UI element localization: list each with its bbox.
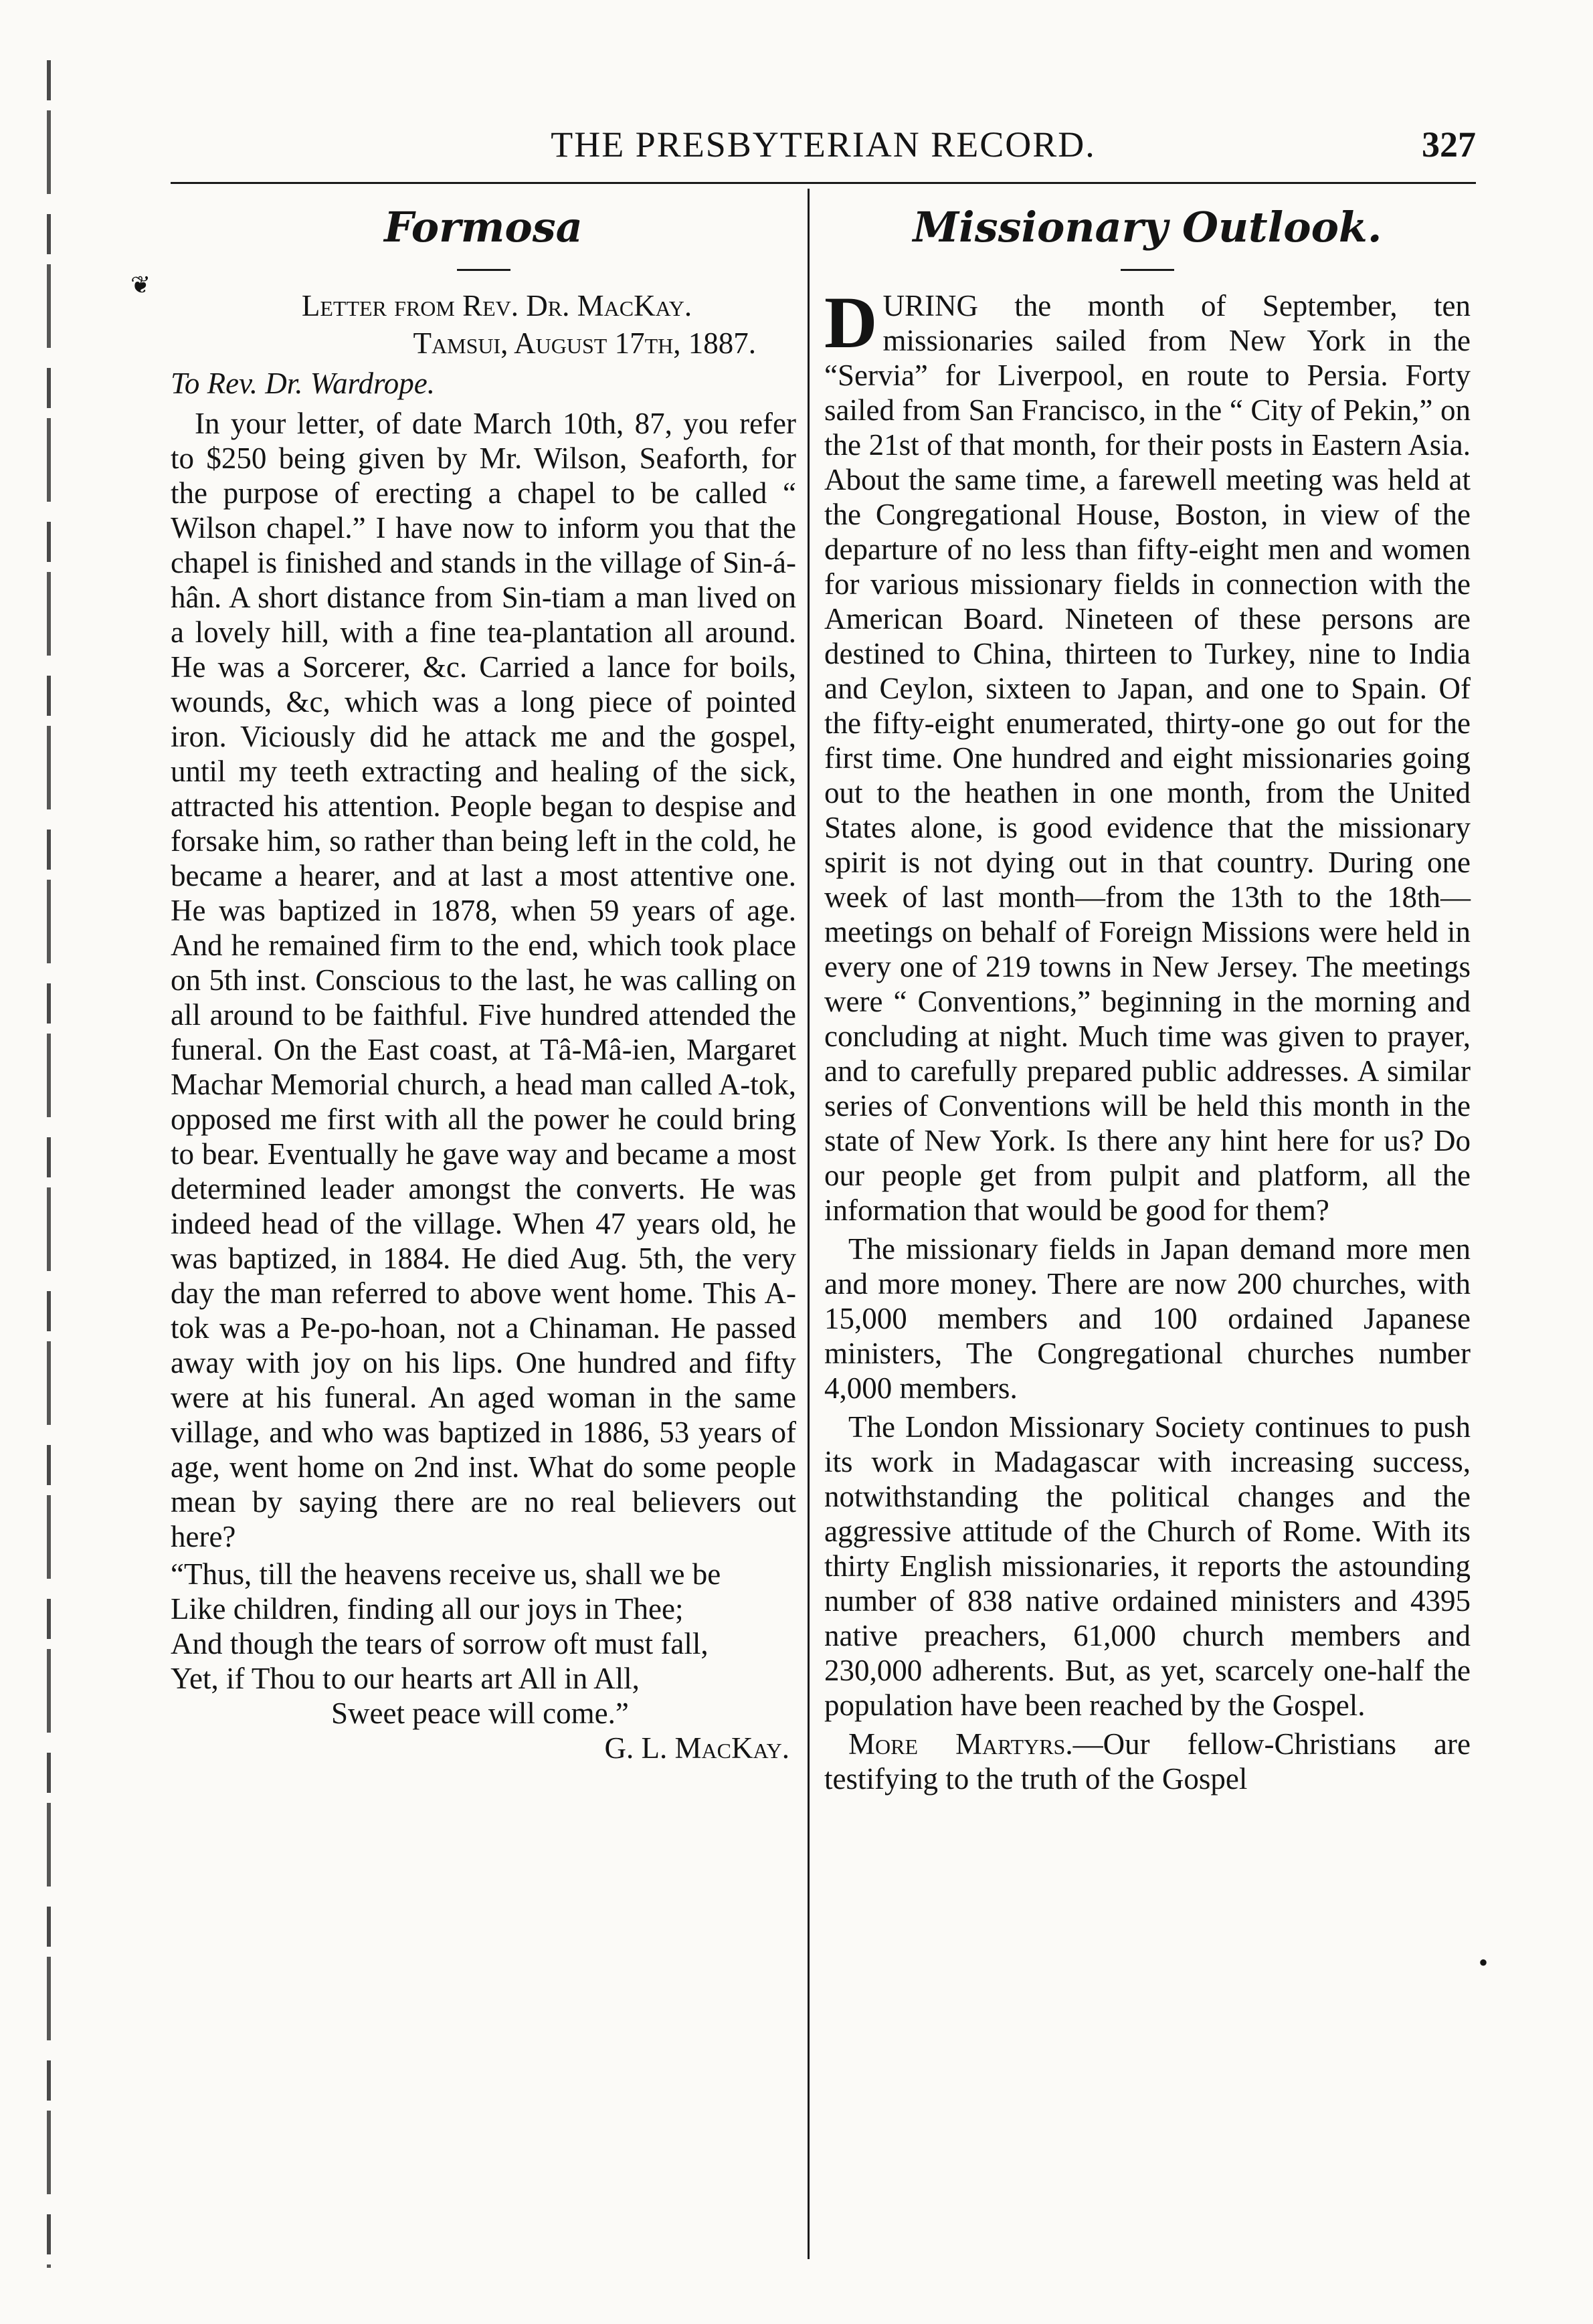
paragraph-text: —Our fellow-Christians are testifying to the truth of the Gospel xyxy=(824,1727,1471,1796)
poem-line: Like children, finding all our joys in Thee; xyxy=(171,1592,684,1626)
page-number: 327 xyxy=(1422,124,1476,165)
letter-title: Letter from Rev. Dr. MacKay. xyxy=(301,289,692,322)
poem-quote xyxy=(171,1557,796,1731)
right-column xyxy=(824,201,1471,1796)
poem-line: Sweet peace will come.” xyxy=(331,1697,629,1730)
article-paragraph: The missionary fields in Japan demand more men and more money. There are now 200 churches, with 15,000 members and 100 ordained Japanese ministers, The Congregational churches number 4,000 members. xyxy=(824,1232,1471,1405)
article-paragraph: The London Missionary Society continues to push its work in Madagascar with increasing success, notwithstanding the political changes and the aggressive attitude of the Church of Rome. With its thirty English missionaries, it reports the astounding number of 838 native ordained ministers and 4395 native preachers, 61,000 church members and 230,000 adherents. But, as yet, scarcely one-half the population have been reached by the Gospel. xyxy=(824,1410,1471,1722)
binding-edge xyxy=(47,60,51,2268)
drop-cap: D xyxy=(824,282,878,363)
journal-title: THE PRESBYTERIAN RECORD. xyxy=(551,124,1096,165)
letter-body: In your letter, of date March 10th, 87, you refer to $250 being given by Mr. Wilson, Seaforth, for the purpose of erecting a chapel to be called “ Wilson chapel.” I have now to inform you that the chapel is finished and stands in the village of Sin-á-hân. A short distance from Sin-tiam a man lived on a lovely hill, with a fine tea-plantation all around. He was a Sorcerer, &c. Carried a lance for boils, wounds, &c, which was a long piece of pointed iron. Viciously did he attack me and the gospel, until my teeth extracting and healing of the sick, attracted his attention. People began to despise and forsake him, so rather than being left in the cold, he became a hearer, and at last a most attentive one. He was baptized in 1878, when 59 years of age. And he remained firm to the end, which took place on 5th inst. Conscious to the last, he was calling on all around to be faithful. Five hundred attended the funeral. On the East coast, at Tâ-Mâ-ien, Margaret Machar Memorial church, a head man called A-tok, opposed me first with all the power he could bring to bear. Eventually he gave way and became a most determined leader amongst the converts. He was indeed head of the village. When 47 years old, he was baptized, in 1884. He died Aug. 5th, the very day the man referred to above went home. This A-tok was a Pe-po-hoan, not a Chinaman. He passed away with joy on his lips. One hundred and fifty were at his funeral. An aged woman in the same village, and who was baptized in 1886, 53 years of age, went home on 2nd inst. What do some people mean by saying there are no real believers out here? xyxy=(171,407,796,1553)
margin-mark: ❦ xyxy=(130,272,151,298)
paragraph-text: URING the month of September, ten missionaries sailed from New York in the “Servia” for Liverpool, en route to Persia. Forty sailed from San Francisco, in the “ City of Pekin,” on the 21st of that month, for their posts in Eastern Asia. About the same time, a farewell meeting was held at the Congregational House, Boston, in view of the departure of no less than fifty-eight men and women for various missionary fields in connection with the American Board. Nineteen of these persons are destined to China, thirteen to Turkey, nine to India and Ceylon, sixteen to Japan, and one to Spain. Of the fifty-eight enumerated, thirty-one go out for the first time. One hundred and eight missionaries going out to the heathen in one month, from the United States alone, is good evidence that the missionary spirit is not dying out in that country. During one week of last month—from the 13th to the 18th—meetings on behalf of Foreign Missions were held in every one of 219 towns in New Jersey. The meetings were “ Conventions,” beginning in the morning and concluding at night. Much time was given to prayer, and to carefully prepared public addresses. A similar series of Conventions will be held this month in the state of New York. Is there any hint here for us? Do our people get from pulpit and platform, all the information that would be good for them? xyxy=(824,289,1471,1227)
page-header xyxy=(171,124,1476,171)
signature: G. L. MacKay. xyxy=(604,1731,789,1765)
letter-dateline: Tamsui, August 17th, 1887. xyxy=(413,326,756,360)
left-column xyxy=(171,201,796,1765)
letter-addressee: To Rev. Dr. Wardrope. xyxy=(171,367,436,400)
poem-line: And though the tears of sorrow oft must fall, xyxy=(171,1627,709,1660)
article-paragraph xyxy=(824,282,1471,1228)
column-divider xyxy=(808,189,810,2259)
article-paragraph xyxy=(824,1727,1471,1796)
poem-line: “Thus, till the heavens receive us, shall we be xyxy=(171,1557,721,1591)
section-heading-missionary-outlook: Missionary Outlook. xyxy=(913,203,1382,252)
margin-mark: • xyxy=(1479,1947,1489,1977)
heading-rule xyxy=(1121,269,1174,271)
section-heading-formosa: Formosa xyxy=(384,203,583,252)
run-in-heading: More Martyrs. xyxy=(848,1727,1073,1761)
poem-line: Yet, if Thou to our hearts art All in All, xyxy=(171,1662,640,1695)
header-rule xyxy=(171,182,1476,184)
heading-rule xyxy=(457,269,510,271)
